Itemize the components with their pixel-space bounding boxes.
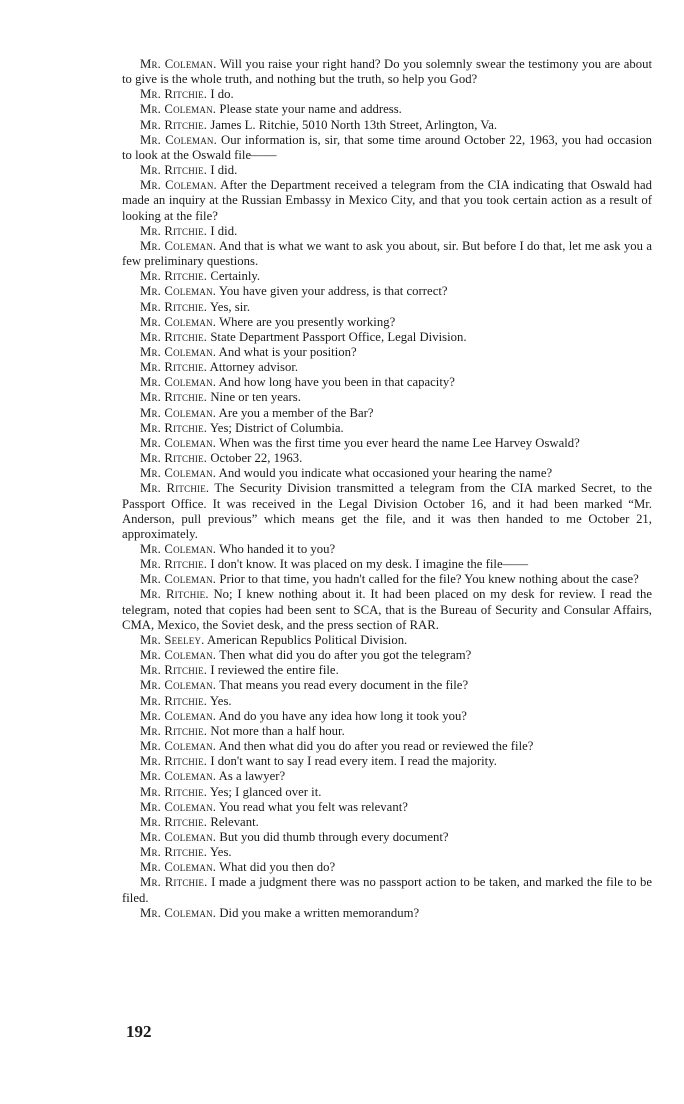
testimony-paragraph bbox=[122, 800, 652, 815]
speech-text: I don't know. It was placed on my desk. I imagine the file—— bbox=[210, 557, 529, 572]
speech-text: And how long have you been in that capacity? bbox=[218, 375, 455, 390]
testimony-paragraph bbox=[122, 269, 652, 284]
speech-text: And what is your position? bbox=[218, 344, 357, 359]
testimony-paragraph bbox=[122, 239, 652, 269]
speaker-name: Mr. Coleman. bbox=[140, 648, 217, 663]
speech-text: Where are you presently working? bbox=[219, 314, 396, 329]
speaker-name: Mr. Coleman. bbox=[140, 132, 217, 147]
speaker-name: Mr. Coleman. bbox=[140, 57, 217, 71]
testimony-paragraph bbox=[122, 451, 652, 466]
testimony-paragraph bbox=[122, 633, 652, 648]
testimony-paragraph bbox=[122, 118, 652, 133]
speech-text: You read what you felt was relevant? bbox=[218, 799, 408, 814]
speech-text: Nine or ten years. bbox=[210, 390, 301, 405]
testimony-paragraph bbox=[122, 466, 652, 481]
speaker-name: Mr. Ritchie. bbox=[140, 723, 208, 738]
testimony-paragraph bbox=[122, 481, 652, 542]
speech-text: Are you a member of the Bar? bbox=[218, 405, 374, 420]
speaker-name: Mr. Coleman. bbox=[140, 284, 217, 299]
speaker-name: Mr. Ritchie. bbox=[140, 875, 208, 890]
testimony-paragraph bbox=[122, 163, 652, 178]
testimony-paragraph bbox=[122, 815, 652, 830]
speech-text: You have given your address, is that correct? bbox=[218, 284, 448, 299]
testimony-paragraph bbox=[122, 724, 652, 739]
speech-text: I made a judgment there was no passport action to be taken, and marked the file to be filed. bbox=[122, 875, 653, 905]
speech-text: James L. Ritchie, 5010 North 13th Street, Arlington, Va. bbox=[210, 117, 498, 132]
speech-text: Prior to that time, you hadn't called for the file? You knew nothing about the case? bbox=[219, 572, 639, 587]
speaker-name: Mr. Coleman. bbox=[140, 466, 217, 481]
speech-text: What did you then do? bbox=[219, 860, 336, 875]
testimony-paragraph bbox=[122, 785, 652, 800]
speaker-name: Mr. Coleman. bbox=[140, 799, 217, 814]
testimony-paragraph bbox=[122, 360, 652, 375]
speech-text: But you did thumb through every document? bbox=[219, 829, 449, 844]
testimony-paragraph bbox=[122, 102, 652, 117]
testimony-paragraph bbox=[122, 663, 652, 678]
speaker-name: Mr. Coleman. bbox=[140, 739, 217, 754]
speaker-name: Mr. Ritchie. bbox=[140, 693, 208, 708]
speech-text: I did. bbox=[210, 163, 238, 178]
speaker-name: Mr. Ritchie. bbox=[140, 117, 208, 132]
page-number: 192 bbox=[126, 1022, 152, 1041]
speaker-name: Mr. Coleman. bbox=[140, 542, 217, 556]
testimony-paragraph bbox=[122, 739, 652, 754]
testimony-paragraph bbox=[122, 557, 652, 572]
speaker-name: Mr. Coleman. bbox=[140, 572, 217, 587]
speech-text: Yes; I glanced over it. bbox=[209, 784, 322, 799]
speaker-name: Mr. Coleman. bbox=[140, 769, 217, 784]
speech-text: State Department Passport Office, Legal Division. bbox=[210, 329, 467, 344]
speech-text: Our information is, sir, that some time around October 22, 1963, you had occasion to look at the Oswald file—— bbox=[122, 132, 652, 162]
speaker-name: Mr. Coleman. bbox=[140, 314, 217, 329]
speaker-name: Mr. Ritchie. bbox=[140, 87, 208, 102]
speaker-name: Mr. Ritchie. bbox=[140, 845, 208, 860]
speech-text: Relevant. bbox=[210, 814, 259, 829]
speaker-name: Mr. Ritchie. bbox=[140, 814, 208, 829]
speaker-name: Mr. Coleman. bbox=[140, 435, 217, 450]
speaker-name: Mr. Ritchie. bbox=[140, 360, 208, 375]
testimony-paragraph bbox=[122, 300, 652, 315]
speaker-name: Mr. Ritchie. bbox=[140, 163, 208, 178]
speaker-name: Mr. Ritchie. bbox=[140, 663, 208, 678]
testimony-paragraph bbox=[122, 406, 652, 421]
speech-text: I do. bbox=[210, 87, 234, 102]
speaker-name: Mr. Ritchie. bbox=[140, 481, 210, 496]
speech-text: Certainly. bbox=[210, 269, 261, 284]
testimony-paragraph bbox=[122, 436, 652, 451]
testimony-paragraph bbox=[122, 375, 652, 390]
speech-text: Yes. bbox=[209, 845, 232, 860]
testimony-paragraph bbox=[122, 906, 652, 921]
testimony-paragraph bbox=[122, 542, 652, 557]
speaker-name: Mr. Ritchie. bbox=[140, 587, 209, 602]
testimony-paragraph bbox=[122, 178, 652, 223]
speech-text: I did. bbox=[210, 223, 238, 238]
testimony-paragraph bbox=[122, 133, 652, 163]
speech-text: American Republics Political Division. bbox=[207, 632, 408, 647]
speaker-name: Mr. Coleman. bbox=[140, 860, 217, 875]
speech-text: Yes; District of Columbia. bbox=[209, 420, 344, 435]
speech-text: That means you read every document in the file? bbox=[219, 678, 469, 693]
testimony-paragraph bbox=[122, 709, 652, 724]
testimony-paragraph bbox=[122, 678, 652, 693]
speech-text: After the Department received a telegram from the CIA indicating that Oswald had made an inquiry at the Russian Embassy in Mexico City, and that you took certain action as a result of looking at the file? bbox=[122, 178, 652, 223]
testimony-paragraph bbox=[122, 875, 652, 905]
speaker-name: Mr. Coleman. bbox=[140, 678, 217, 693]
speaker-name: Mr. Ritchie. bbox=[140, 299, 208, 314]
speaker-name: Mr. Coleman. bbox=[140, 708, 217, 723]
speech-text: And would you indicate what occasioned your hearing the name? bbox=[218, 466, 553, 481]
speech-text: Please state your name and address. bbox=[219, 102, 402, 117]
testimony-paragraph bbox=[122, 587, 652, 632]
speech-text: Then what did you do after you got the telegram? bbox=[219, 648, 472, 663]
testimony-paragraph bbox=[122, 648, 652, 663]
speaker-name: Mr. Ritchie. bbox=[140, 329, 208, 344]
speech-text: And that is what we want to ask you about, sir. But before I do that, let me ask you a few preliminary questions. bbox=[122, 238, 652, 269]
speaker-name: Mr. Coleman. bbox=[140, 905, 217, 920]
testimony-paragraph bbox=[122, 754, 652, 769]
speaker-name: Mr. Ritchie. bbox=[140, 557, 208, 572]
testimony-paragraph bbox=[122, 694, 652, 709]
testimony-paragraph bbox=[122, 315, 652, 330]
speaker-name: Mr. Ritchie. bbox=[140, 223, 208, 238]
testimony-paragraph bbox=[122, 421, 652, 436]
testimony-paragraph bbox=[122, 572, 652, 587]
speaker-name: Mr. Ritchie. bbox=[140, 390, 208, 405]
speaker-name: Mr. Ritchie. bbox=[140, 784, 208, 799]
testimony-paragraph bbox=[122, 87, 652, 102]
testimony-paragraph bbox=[122, 224, 652, 239]
testimony-paragraph bbox=[122, 830, 652, 845]
speech-text: Will you raise your right hand? Do you solemnly swear the testimony you are about to give is the whole truth, and nothing but the truth, so help you God? bbox=[122, 57, 652, 87]
speech-text: Did you make a written memorandum? bbox=[219, 905, 420, 920]
speaker-name: Mr. Ritchie. bbox=[140, 269, 208, 284]
speaker-name: Mr. Coleman. bbox=[140, 238, 217, 253]
speech-text: Yes, sir. bbox=[209, 299, 251, 314]
speaker-name: Mr. Ritchie. bbox=[140, 754, 208, 769]
speech-text: I reviewed the entire file. bbox=[210, 663, 339, 678]
speaker-name: Mr. Coleman. bbox=[140, 102, 217, 117]
speech-text: Not more than a half hour. bbox=[210, 723, 345, 738]
speaker-name: Mr. Coleman. bbox=[140, 178, 217, 193]
transcript-body bbox=[122, 57, 652, 921]
testimony-paragraph bbox=[122, 769, 652, 784]
speech-text: As a lawyer? bbox=[218, 769, 286, 784]
testimony-paragraph bbox=[122, 845, 652, 860]
speech-text: When was the first time you ever heard the name Lee Harvey Oswald? bbox=[219, 435, 580, 450]
speaker-name: Mr. Coleman. bbox=[140, 829, 217, 844]
speech-text: Who handed it to you? bbox=[219, 542, 336, 556]
testimony-paragraph bbox=[122, 345, 652, 360]
testimony-paragraph bbox=[122, 284, 652, 299]
speaker-name: Mr. Ritchie. bbox=[140, 451, 208, 466]
speech-text: October 22, 1963. bbox=[210, 451, 303, 466]
speaker-name: Mr. Coleman. bbox=[140, 405, 217, 420]
speaker-name: Mr. Coleman. bbox=[140, 375, 217, 390]
speech-text: No; I knew nothing about it. It had been placed on my desk for review. I read the telegram, noted that copies had been sent to SCA, that is the Bureau of Security and Consular Affairs, CMA, Mexico, the Soviet desk, and the press section of RAR. bbox=[122, 587, 652, 632]
speaker-name: Mr. Ritchie. bbox=[140, 420, 208, 435]
speech-text: I don't want to say I read every item. I read the majority. bbox=[210, 754, 497, 769]
speaker-name: Mr. Seeley. bbox=[140, 632, 205, 647]
testimony-paragraph bbox=[122, 860, 652, 875]
speech-text: The Security Division transmitted a telegram from the CIA marked Secret, to the Passport Office. It was received in the Legal Division October 16, and it had been marked “Mr. Anderson, pull previous” which means get the file, and it was then handed to me October 21, approximately. bbox=[122, 481, 653, 541]
testimony-paragraph bbox=[122, 390, 652, 405]
speech-text: Attorney advisor. bbox=[209, 360, 299, 375]
speaker-name: Mr. Coleman. bbox=[140, 344, 217, 359]
testimony-paragraph bbox=[122, 330, 652, 345]
speech-text: Yes. bbox=[209, 693, 232, 708]
speech-text: And do you have any idea how long it took you? bbox=[218, 708, 467, 723]
testimony-paragraph bbox=[122, 57, 652, 87]
speech-text: And then what did you do after you read or reviewed the file? bbox=[218, 739, 534, 754]
